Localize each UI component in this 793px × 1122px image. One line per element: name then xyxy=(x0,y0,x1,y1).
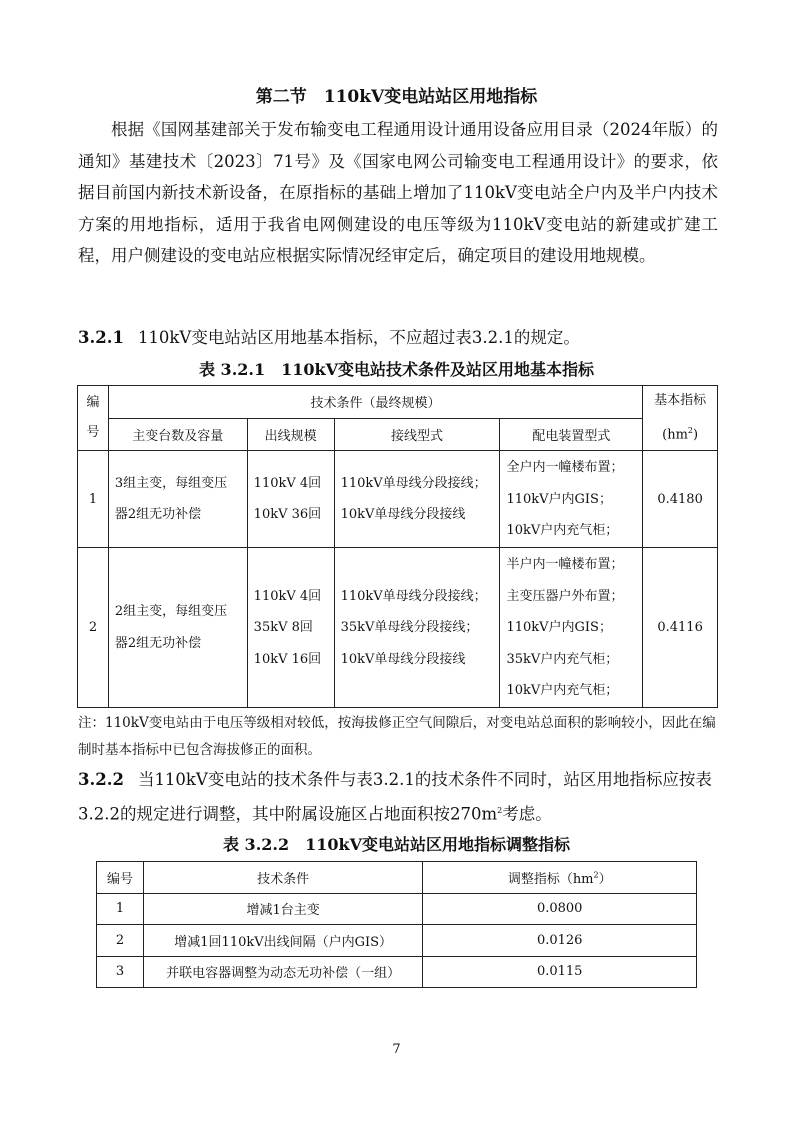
header-basic-index: 基本指标 $(hm^2)$ xyxy=(643,386,718,451)
row-condition: 并联电容器调整为动态无功补偿（一组） xyxy=(143,956,423,988)
table-row xyxy=(97,893,697,925)
header-no: 编号 xyxy=(97,862,144,894)
table-row xyxy=(97,956,697,988)
clause-text: 110kV变电站站区用地基本指标，不应超过表3.2.1的规定。 xyxy=(137,328,580,347)
subheader-transformer: 主变台数及容量 xyxy=(108,418,247,451)
header-condition: 技术条件 xyxy=(143,862,423,894)
clause-sup: 2 xyxy=(497,806,503,815)
row-no: 3 xyxy=(97,956,144,988)
row-outgoing: 110kV 4回 10kV 36回 xyxy=(247,451,334,548)
header-tech-conditions: 技术条件（最终规模） xyxy=(108,386,642,419)
subheader-wiring: 接线型式 xyxy=(334,418,500,451)
intro-paragraph: 根据《国网基建部关于发布输变电工程通用设计通用设备应用目录（2024年版）的通知》基建技术〔2023〕71号》及《国家电网公司输变电工程通用设计》的要求，依据目前国内新技术新设备，在原指标的基础上增加了110kV变电站全户内及半户内技术方案的用地指标，适用于我省电网侧建设的电压等级为110kV变电站的新建或扩建工程，用户侧建设的变电站应根据实际情况经审定后，确定项目的建设用地规模。 xyxy=(78,120,718,265)
row-index: 0.4180 xyxy=(643,451,718,548)
table-3-2-1 xyxy=(77,385,718,708)
row-value: 0.0126 xyxy=(423,925,697,957)
subheader-outgoing: 出线规模 xyxy=(247,418,334,451)
row-condition: 增减1台主变 xyxy=(143,893,423,925)
row-no: 2 xyxy=(78,548,109,708)
row-value: 0.0115 xyxy=(423,956,697,988)
row-no: 1 xyxy=(78,451,109,548)
row-no: 1 xyxy=(97,893,144,925)
table-3-2-1-caption: 表 3.2.1 110kV变电站技术条件及站区用地基本指标 xyxy=(198,360,594,379)
subheader-switchgear: 配电装置型式 xyxy=(500,418,643,451)
clause-text: 当110kV变电站的技术条件与表3.2.1的技术条件不同时，站区用地指标应按表3.2.2的规定进行调整，其中附属设施区占地面积按270m xyxy=(78,770,712,824)
row-index: 0.4116 xyxy=(643,548,718,708)
table-note: 注：110kV变电站由于电压等级相对较低，按海拔修正空气间隙后，对变电站总面积的影响较小，因此在编制时基本指标中已包含海拔修正的面积。 xyxy=(78,715,716,758)
row-switchgear: 半户内一幢楼布置； 主变压器户外布置； 110kV户内GIS； 35kV户内充气柜； 10kV户内充气柜； xyxy=(500,548,643,708)
clause-number: 3.2.2 xyxy=(78,770,124,789)
row-transformer: 2组主变，每组变压 器2组无功补偿 xyxy=(108,548,247,708)
clause-text-end: 考虑。 xyxy=(502,804,552,824)
header-no: 编 号 xyxy=(78,386,109,451)
table-row xyxy=(78,548,718,708)
row-wiring: 110kV单母线分段接线； 10kV单母线分段接线 xyxy=(334,451,500,548)
table-row xyxy=(78,451,718,548)
row-outgoing: 110kV 4回 35kV 8回 10kV 16回 xyxy=(247,548,334,708)
row-value: 0.0800 xyxy=(423,893,697,925)
page-number: 7 xyxy=(392,1042,401,1057)
clause-number: 3.2.1 xyxy=(78,328,124,347)
clause-3-2-2 xyxy=(78,764,738,830)
row-wiring: 110kV单母线分段接线； 35kV单母线分段接线； 10kV单母线分段接线 xyxy=(334,548,500,708)
row-transformer: 3组主变，每组变压 器2组无功补偿 xyxy=(108,451,247,548)
table-3-2-2 xyxy=(96,861,697,988)
clause-3-2-1 xyxy=(78,322,738,353)
section-title: 第二节 110kV变电站站区用地指标 xyxy=(255,87,538,107)
row-condition: 增减1回110kV出线间隔（户内GIS） xyxy=(143,925,423,957)
row-switchgear: 全户内一幢楼布置； 110kV户内GIS； 10kV户内充气柜； xyxy=(500,451,643,548)
table-row xyxy=(97,925,697,957)
table-3-2-2-caption: 表 3.2.2 110kV变电站站区用地指标调整指标 xyxy=(222,835,570,854)
row-no: 2 xyxy=(97,925,144,957)
header-adjust-index: 调整指标$(hm^2)$ xyxy=(423,862,697,894)
